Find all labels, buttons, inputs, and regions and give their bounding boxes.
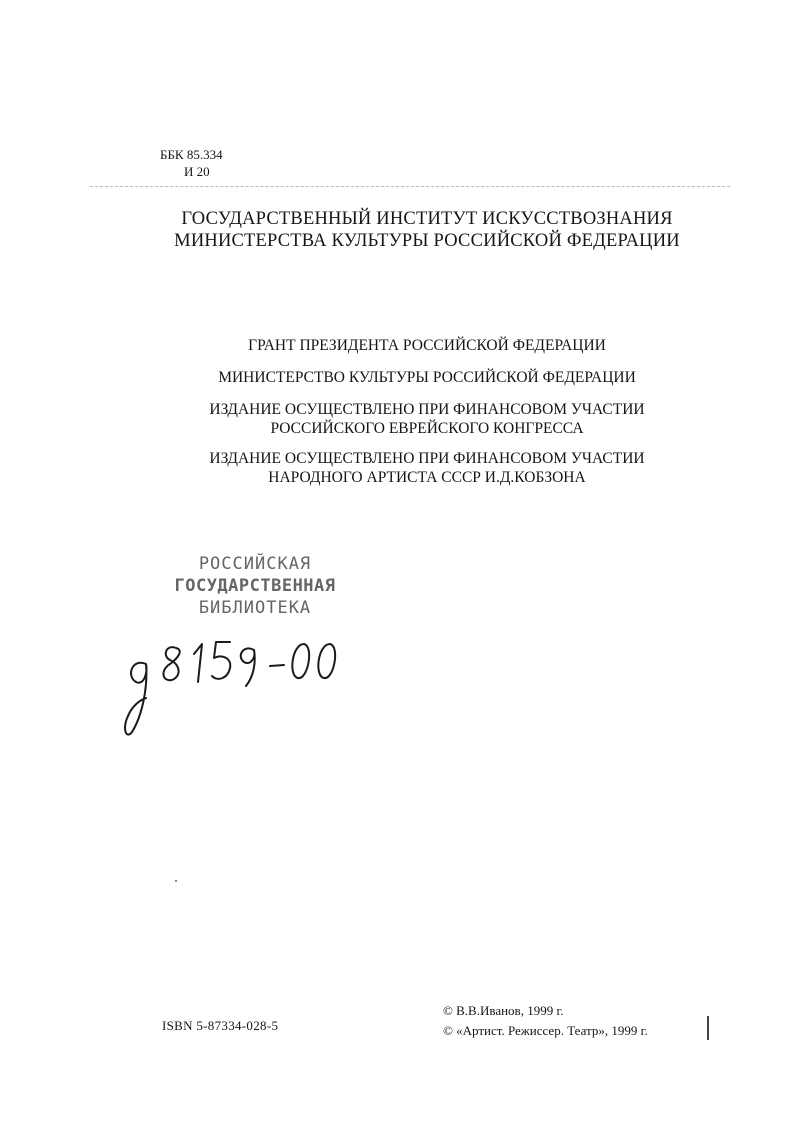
scan-edge-mark [707,1016,709,1040]
stamp-line-1: РОССИЙСКАЯ [198,554,312,574]
copyright-author: © В.В.Иванов, 1999 г. [443,1003,564,1018]
scan-speck [175,880,177,882]
bbk-code: ББК 85.334 [160,147,223,162]
institute-line-1: ГОСУДАРСТВЕННЫЙ ИНСТИТУТ ИСКУССТВОЗНАНИЯ [181,209,673,229]
stamp-line-3: БИБЛИОТЕКА [198,598,312,618]
grant-line: ИЗДАНИЕ ОСУЩЕСТВЛЕНО ПРИ ФИНАНСОВОМ УЧАСТИИ [209,450,645,467]
institute-heading [100,208,754,252]
isbn-number: ISBN 5-87334-028-5 [162,1018,279,1033]
stamp-line-2: ГОСУДАРСТВЕННАЯ [174,576,336,596]
copyright-publisher: © «Артист. Режиссер. Театр», 1999 г. [443,1023,648,1038]
dashed-divider [90,186,730,187]
grant-kobzon [100,449,754,487]
grant-president [100,336,754,355]
grant-ministry [100,368,754,387]
classification-block [160,146,223,180]
grant-congress [100,400,754,438]
copyright-block [443,1001,648,1041]
grant-line: ИЗДАНИЕ ОСУЩЕСТВЛЕНО ПРИ ФИНАНСОВОМ УЧАСТИИ [209,401,645,418]
author-index: И 20 [184,164,210,179]
grant-line: МИНИСТЕРСТВО КУЛЬТУРЫ РОССИЙСКОЙ ФЕДЕРАЦИИ [218,369,636,386]
handwritten-inventory-number [118,628,358,748]
grant-line: РОССИЙСКОГО ЕВРЕЙСКОГО КОНГРЕССА [270,420,584,437]
grant-line: ГРАНТ ПРЕЗИДЕНТА РОССИЙСКОЙ ФЕДЕРАЦИИ [248,337,606,354]
library-stamp [150,553,360,619]
grant-line: НАРОДНОГО АРТИСТА СССР И.Д.КОБЗОНА [268,469,586,486]
institute-line-2: МИНИСТЕРСТВА КУЛЬТУРЫ РОССИЙСКОЙ ФЕДЕРАЦИИ [174,231,680,251]
